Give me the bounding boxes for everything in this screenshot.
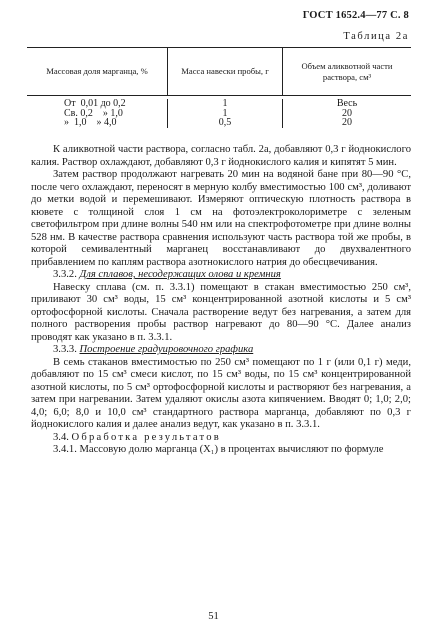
- table-cell: Весь: [336, 98, 358, 109]
- table-cell: Св. 0,2 » 1,0: [64, 107, 123, 119]
- table-column-sample-mass: [167, 99, 282, 128]
- paragraph: К аликвотной части раствора, согласно табл. 2а, добавляют 0,3 г йоднокислого калия. Раствор охлаждают, добавляют 0,3 г йоднокислого калия и кипятят 5 мин.: [31, 144, 411, 168]
- table-header-row: [27, 48, 411, 96]
- paragraph: Навеску сплава (см. п. 3.3.1) помещают в стакан вместимостью 250 см³, приливают 30 см³ воды, 15 см³ концентрированной азотной кислоты и 5 см³ ортофосфорной кислоты. Сначала растворение ведут без нагревания, а затем для полного растворения пробы раствор нагревают до 80—90 °С. Далее анализ проводят как указано в п. 3.3.1.: [31, 281, 411, 343]
- table-header-cell: Масса навески пробы, г: [167, 48, 282, 95]
- table-header-cell: Массовая доля марганца, %: [46, 66, 148, 77]
- body-text: [31, 144, 411, 457]
- section-number: 3.3.3.: [53, 344, 77, 355]
- section-heading-3-3-3: [31, 344, 411, 357]
- section-number: 3.4.: [53, 431, 69, 443]
- paragraph: Затем раствор продолжают нагревать 20 мин на водяной бане при 80—90 °С, после чего охлаждают, переносят в мерную колбу вместимостью 100 см³, доливают до метки водой и перемешивают. Измеряют оптическую плотность раствора в кювете с толщиной слоя 1 см на фотоэлектроколориметре с зеленым светофильтром при длине волны 540 нм или на спектрофотометре при длине волны 528 нм. В качестве раствора сравнения используют часть раствора той же пробы, в которой семивалентный марганец восстанавливают до двухвалентного прибавлением по каплям раствора азотнокислого натрия до обесцвечивания.: [31, 169, 411, 268]
- table-cell: 1: [222, 107, 228, 119]
- section-title: Для сплавов, несодержащих олова и кремния: [79, 269, 281, 280]
- page-number: 51: [208, 611, 219, 622]
- table-cell: 0,5: [218, 117, 232, 128]
- table-column-aliquot-volume: [282, 99, 411, 128]
- table-column-manganese: [27, 99, 167, 128]
- table-caption: Таблица 2а: [343, 31, 409, 42]
- table-cell: 20: [342, 107, 352, 119]
- table-header-cell: Объем аликвотной части раствора, см³: [282, 48, 411, 95]
- paragraph: В семь стаканов вместимостью по 250 см³ помещают по 1 г (или 0,1 г) меди, добавляют по 15 см³ смеси кислот, по 15 см³ воды, по 15 см³ концентрированной азотной кислоты, по 5 см³ ортофосфорной кислоты и растворяют без нагревания, а затем при нагревании. Затем удаляют окислы азота кипячением. Вводят 0; 1,0; 2,0; 4,0; 6,0; 8,0 и 10,0 см³ стандартного раствора марганца, добавляют по 0,3 г йоднокислого калия и далее анализ ведут, как указано в п. 3.3.1.: [31, 356, 411, 430]
- table-body: [27, 96, 411, 128]
- section-title: Построение градуировочного графика: [79, 344, 254, 355]
- section-heading-3-4: [31, 432, 411, 445]
- section-heading-3-3-2: [31, 269, 411, 282]
- data-table: [27, 47, 411, 128]
- section-title: Обработка результатов: [71, 431, 221, 443]
- table-cell: 20: [342, 117, 352, 128]
- table-cell: 1: [222, 98, 228, 109]
- page-header: ГОСТ 1652.4—77 С. 8: [302, 10, 409, 21]
- table-cell: От 0,01 до 0,2: [64, 98, 126, 109]
- table-cell: » 1,0 » 4,0: [64, 117, 117, 128]
- paragraph: 3.4.1. Массовую долю марганца (X₁) в процентах вычисляют по формуле: [53, 444, 384, 455]
- section-number: 3.3.2.: [53, 269, 77, 280]
